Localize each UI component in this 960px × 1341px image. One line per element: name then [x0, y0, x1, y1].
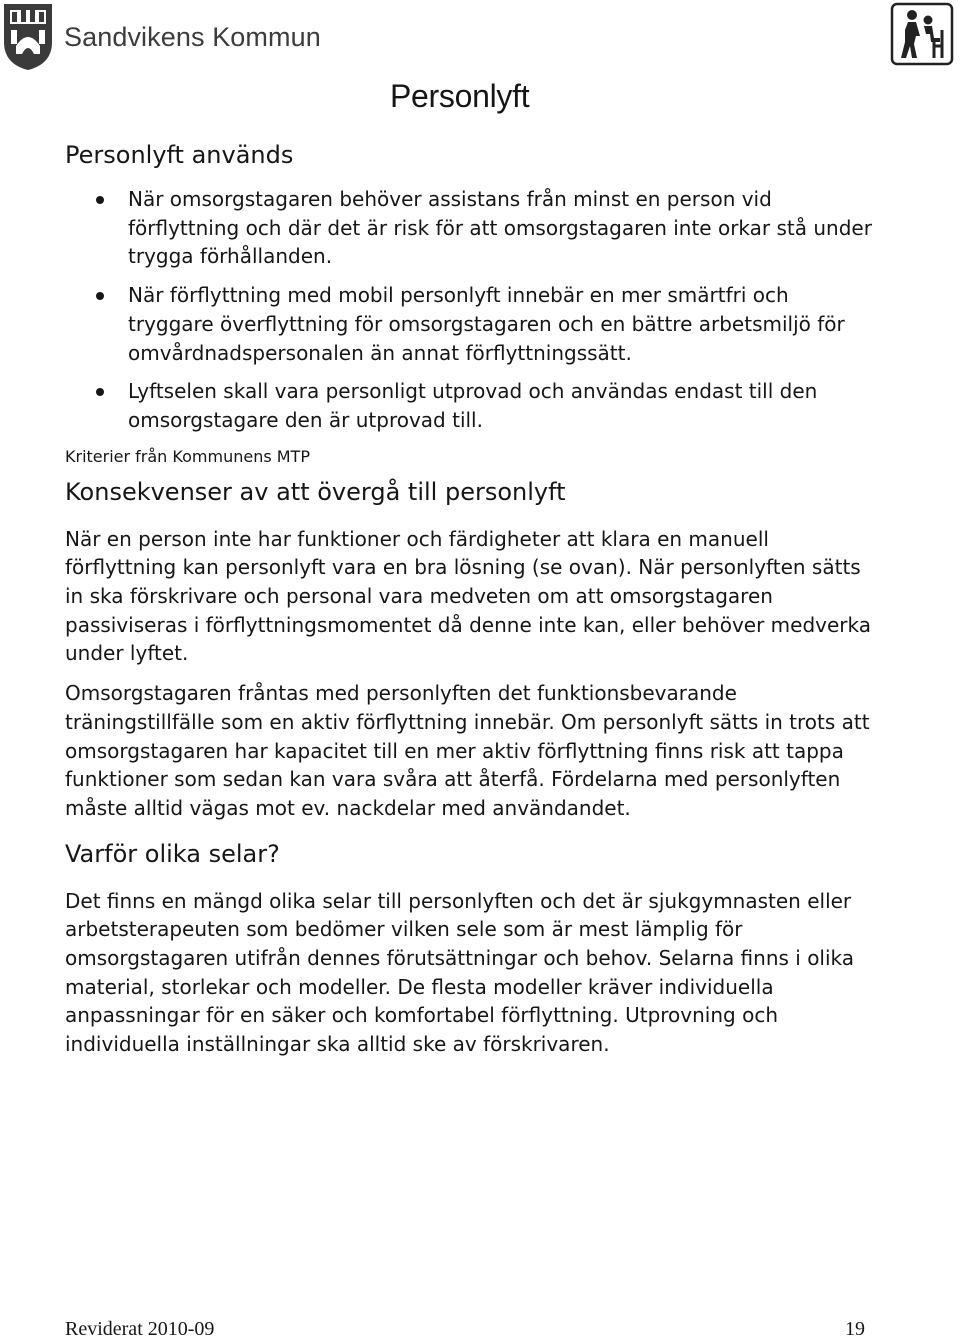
list-item	[65, 185, 875, 271]
bullet-icon	[96, 196, 104, 204]
bullet-icon	[96, 292, 104, 300]
section-heading-konsekvenser: Konsekvenser av att övergå till personlyft	[65, 477, 566, 506]
list-item-text: När förflyttning med mobil personlyft innebär en mer smärtfri och tryggare överflyttning för omsorgstagaren och en bättre arbetsmiljö för omvårdnadspersonalen än annat förflyttningssätt.	[128, 283, 845, 365]
page-number: 19	[845, 1318, 865, 1340]
section-heading-varfor-olika-selar: Varför olika selar?	[65, 839, 280, 868]
paragraph: När en person inte har funktioner och färdigheter att klara en manuell förflyttning kan personlyft vara en bra lösning (se ovan). När personlyften sätts in ska förskrivare och personal vara medveten om att omsorgstagaren passiviseras i förflyttningsmomentet då denne inte kan, eller behöver medverka under lyftet.	[65, 526, 872, 666]
municipality-logo	[2, 2, 321, 72]
bullet-icon	[96, 388, 104, 396]
revision-date: Reviderat 2010-09	[65, 1318, 215, 1340]
caregiver-assist-icon	[890, 2, 954, 66]
criteria-list	[65, 185, 875, 435]
list-item-text: Lyftselen skall vara personligt utprovad och användas endast till den omsorgstagare den är utprovad till.	[128, 379, 818, 432]
list-item	[65, 377, 875, 434]
paragraph: Det finns en mängd olika selar till personlyften och det är sjukgymnasten eller arbetsterapeuten som bedömer vilken sele som är mest lämplig för omsorgstagaren utifrån dennes förutsättningar och behov. Selarna finns i olika material, storlekar och modeller. De flesta modeller kräver individuella anpassningar för en säker och komfortabel förflyttning. Utprovning och individuella inställningar ska alltid ske av förskrivaren.	[65, 888, 855, 1057]
list-item-text: När omsorgstagaren behöver assistans från minst en person vid förflyttning och där det är risk för att omsorgstagaren inte orkar stå under trygga förhållanden.	[128, 187, 872, 269]
municipal-crest-icon	[2, 2, 54, 72]
org-name: Sandvikens Kommun	[64, 21, 321, 52]
section-heading-personlyft-anvands: Personlyft används	[65, 141, 294, 169]
paragraph: Omsorgstagaren fråntas med personlyften det funktionsbevarande träningstillfälle som en aktiv förflyttning innebär. Om personlyft sätts in trots att omsorgstagaren har kapacitet till en mer aktiv förflyttning finns risk att tappa funktioner som sedan kan vara svåra att återfå. Fördelarna med personlyften måste alltid vägas mot ev. nackdelar med användandet.	[65, 681, 870, 820]
document-body	[65, 136, 875, 1070]
page-title: Personlyft	[390, 78, 530, 114]
source-note: Kriterier från Kommunens MTP	[65, 446, 310, 466]
list-item	[65, 281, 875, 367]
page-footer	[65, 1318, 865, 1341]
